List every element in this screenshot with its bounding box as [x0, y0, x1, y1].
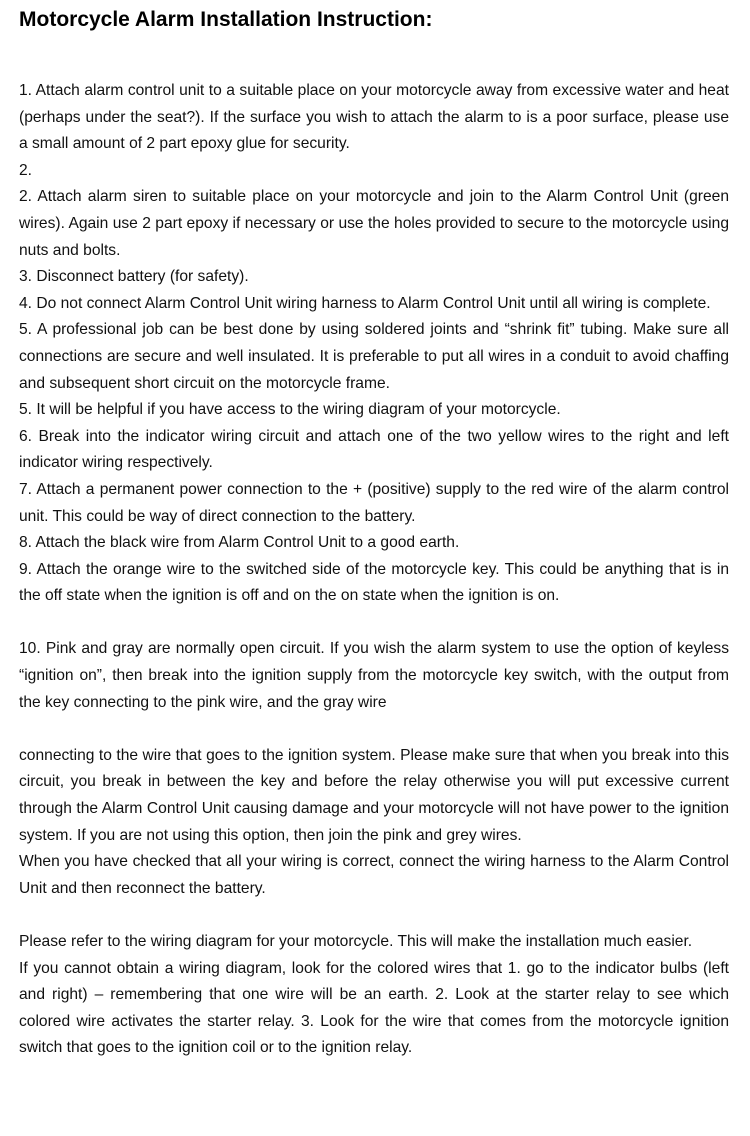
step-6-paragraph: 6. Break into the indicator wiring circuit and attach one of the two yellow wires to the right and left indicator wiring respectively.	[19, 427, 729, 472]
paragraph-spacer	[19, 902, 729, 929]
paragraph-spacer	[19, 716, 729, 743]
step-2-stub-paragraph: 2.	[19, 161, 33, 179]
step-7-paragraph: 7. Attach a permanent power connection to the + (positive) supply to the red wire of the alarm control unit. This could be way of direct connection to the battery.	[19, 480, 729, 525]
instruction-document	[19, 6, 729, 1062]
step-4-paragraph: 4. Do not connect Alarm Control Unit wiring harness to Alarm Control Unit until all wiring is complete.	[19, 294, 711, 312]
step-10-continued-paragraph: connecting to the wire that goes to the ignition system. Please make sure that when you break into this circuit, you break in between the key and before the relay otherwise you will put excessive current through the Alarm Control Unit causing damage and your motorcycle will not have power to the ignition system. If you are not using this option, then join the pink and grey wires.	[19, 746, 729, 844]
final-check-paragraph: When you have checked that all your wiring is correct, connect the wiring harness to the Alarm Control Unit and then reconnect the battery.	[19, 853, 729, 897]
step-5-paragraph: 5. A professional job can be best done by using soldered joints and “shrink fit” tubing. Make sure all connections are secure and well insulated. It is preferable to put all wires in a conduit to avoid chaffing and subsequent short circuit on the motorcycle frame.	[19, 321, 729, 392]
step-3-paragraph: 3. Disconnect battery (for safety).	[19, 268, 249, 286]
step-2-paragraph: 2. Attach alarm siren to suitable place on your motorcycle and join to the Alarm Control Unit (green wires). Again use 2 part epoxy if necessary or use the holes provided to secure to the motorcycle using nuts and bolts.	[19, 188, 729, 259]
step-1-paragraph: 1. Attach alarm control unit to a suitable place on your motorcycle away from excessive water and heat (perhaps under the seat?). If the surface you wish to attach the alarm to is a poor surface, please use a small amount of 2 part epoxy glue for security.	[19, 82, 729, 153]
no-diagram-tips-paragraph: If you cannot obtain a wiring diagram, look for the colored wires that 1. go to the indicator bulbs (left and right) – remembering that one wire will be an earth. 2. Look at the starter relay to see which colored wire activates the starter relay. 3. Look for the wire that comes from the motorcycle ignition switch that goes to the ignition coil or to the ignition relay.	[19, 959, 729, 1057]
step-10-paragraph: 10. Pink and gray are normally open circuit. If you wish the alarm system to use the option of keyless “ignition on”, then break into the ignition supply from the motorcycle key switch, with the output from the key connecting to the pink wire, and the gray wire	[19, 640, 729, 711]
step-5b-paragraph: 5. It will be helpful if you have access to the wiring diagram of your motorcycle.	[19, 401, 561, 419]
step-9-paragraph: 9. Attach the orange wire to the switched side of the motorcycle key. This could be anything that is in the off state when the ignition is off and on the on state when the ignition is on.	[19, 560, 729, 605]
document-title: Motorcycle Alarm Installation Instruction:	[19, 8, 433, 31]
wiring-diagram-note-paragraph: Please refer to the wiring diagram for your motorcycle. This will make the installation much easier.	[19, 933, 693, 950]
step-8-paragraph: 8. Attach the black wire from Alarm Control Unit to a good earth.	[19, 534, 460, 552]
paragraph-spacer	[19, 610, 729, 637]
